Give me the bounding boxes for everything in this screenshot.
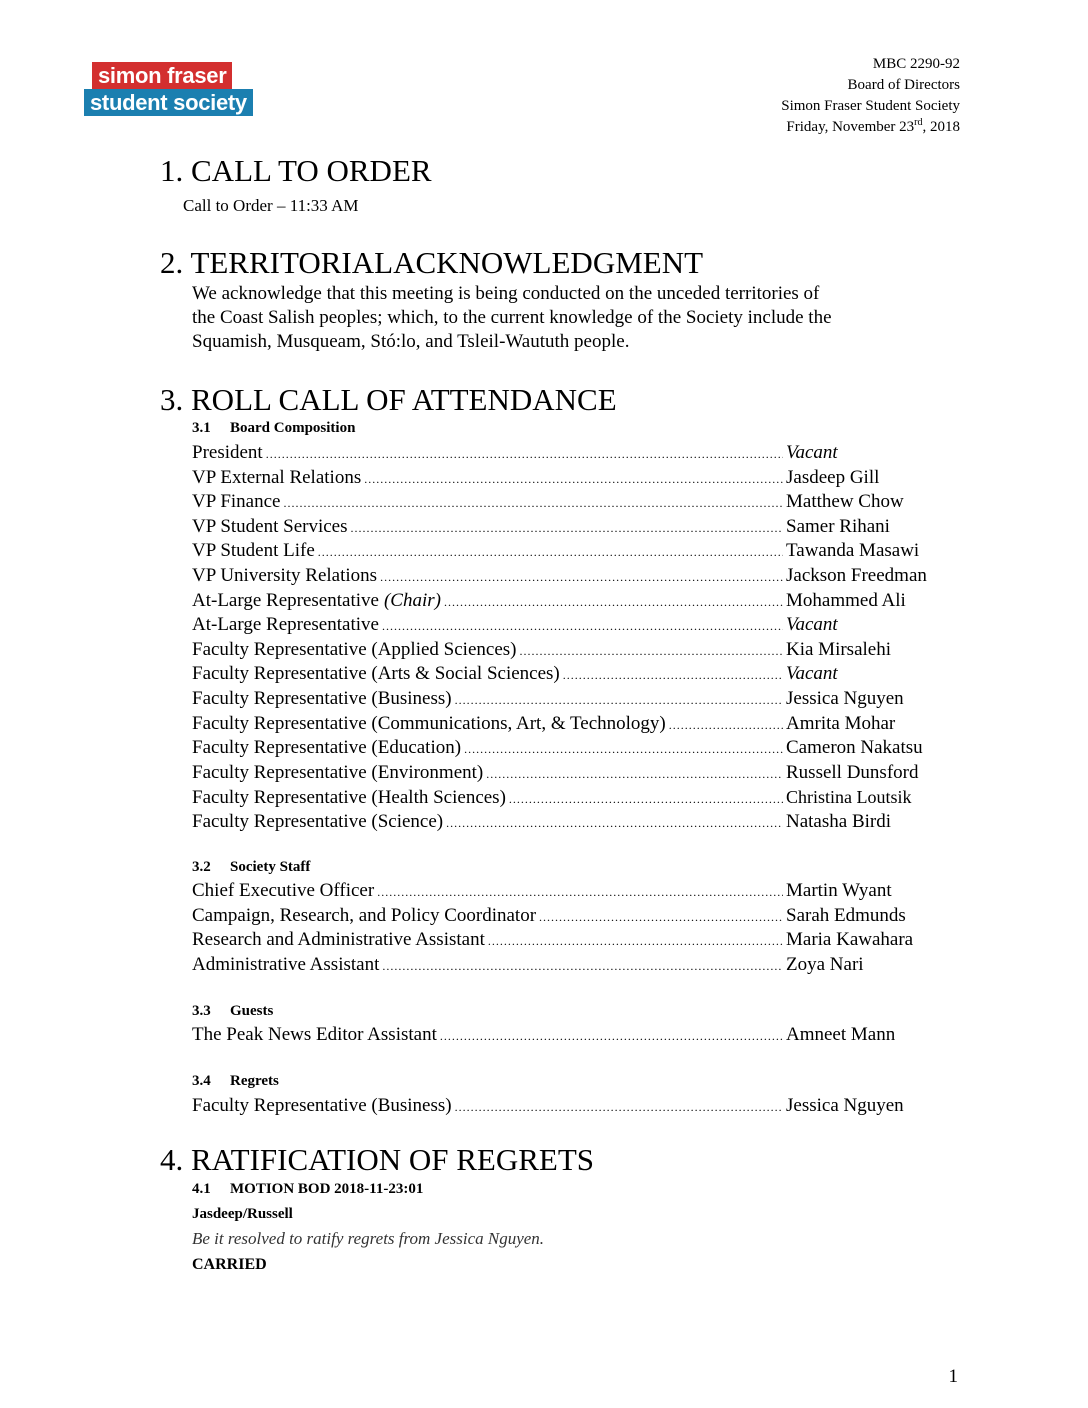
logo-line-2: student society	[84, 89, 253, 116]
attendance-role-note: (Chair)	[383, 589, 441, 611]
attendance-role: Faculty Representative (Education)	[192, 737, 462, 759]
section-4-title: 4. RATIFICATION OF REGRETS	[160, 1142, 595, 1177]
attendance-role: At-Large Representative	[192, 614, 379, 636]
attendance-name: Zoya Nari	[786, 953, 864, 975]
subsection-board-composition: 3.1 Board Composition	[192, 420, 356, 436]
attendance-row	[192, 712, 954, 737]
attendance-role: Research and Administrative Assistant	[192, 929, 485, 951]
attendance-row	[192, 613, 954, 638]
attendance-name: Samer Rihani	[786, 515, 890, 537]
logo-line-1: simon fraser	[92, 62, 232, 89]
leader-dots	[455, 688, 783, 713]
attendance-role: Faculty Representative (Applied Sciences)	[192, 638, 517, 660]
territorial-acknowledgment	[192, 282, 952, 354]
attendance-role: Faculty Representative (Environment)	[192, 761, 484, 783]
attendance-role: At-Large Representative	[192, 589, 379, 611]
attendance-name: Vacant	[786, 663, 838, 685]
leader-dots	[509, 787, 783, 812]
regrets-list	[192, 1094, 954, 1119]
attendance-row	[192, 810, 954, 835]
attendance-row	[192, 785, 954, 810]
ack-line: the Coast Salish peoples; which, to the current knowledge of the Society include the	[192, 307, 832, 328]
attendance-name: Mohammed Ali	[786, 589, 906, 611]
guests-list	[192, 1023, 954, 1048]
leader-dots	[318, 540, 783, 565]
sfss-logo	[84, 62, 264, 116]
attendance-row	[192, 928, 954, 953]
meeting-code: MBC 2290-92	[872, 56, 960, 72]
leader-dots	[266, 442, 783, 467]
attendance-row	[192, 761, 954, 786]
attendance-row	[192, 515, 954, 540]
subsection-society-staff: 3.2 Society Staff	[192, 859, 311, 875]
leader-dots	[382, 614, 783, 639]
board-composition-list	[192, 441, 954, 835]
attendance-row	[192, 736, 954, 761]
attendance-role: Administrative Assistant	[192, 953, 380, 975]
attendance-name: Jessica Nguyen	[786, 1095, 904, 1116]
attendance-row	[192, 589, 954, 614]
subsection-regrets: 3.4 Regrets	[192, 1073, 279, 1089]
attendance-name: Tawanda Masawi	[786, 540, 920, 562]
leader-dots	[351, 516, 783, 541]
society-staff-list	[192, 879, 954, 977]
attendance-name: Vacant	[786, 614, 838, 636]
ack-line: Squamish, Musqueam, Stó:lo, and Tsleil-Waututh people.	[192, 331, 630, 352]
section-2-title: 2. TERRITORIALACKNOWLEDGMENT	[160, 245, 704, 280]
attendance-role: Faculty Representative (Science)	[192, 810, 444, 832]
leader-dots	[380, 565, 783, 590]
leader-dots	[488, 929, 783, 954]
attendance-name: Russell Dunsford	[786, 761, 919, 783]
attendance-row	[192, 904, 954, 929]
attendance-row	[192, 879, 954, 904]
leader-dots	[563, 663, 783, 688]
attendance-row	[192, 466, 954, 491]
meeting-body: Board of Directors	[847, 77, 960, 93]
attendance-role: VP Student Services	[192, 515, 348, 537]
attendance-name: Natasha Birdi	[786, 810, 892, 832]
ack-line: We acknowledge that this meeting is being conducted on the unceded territories of	[192, 283, 820, 304]
attendance-name: Martin Wyant	[786, 880, 892, 901]
attendance-role: Faculty Representative (Communications, Art, & Technology)	[192, 712, 666, 734]
section-1-title: 1. CALL TO ORDER	[160, 153, 432, 188]
motion-movers: Jasdeep/Russell	[192, 1206, 293, 1222]
attendance-name: Maria Kawahara	[786, 929, 914, 951]
attendance-row	[192, 638, 954, 663]
organization-name: Simon Fraser Student Society	[781, 98, 960, 114]
leader-dots	[382, 954, 783, 979]
leader-dots	[464, 737, 783, 762]
attendance-row	[192, 441, 954, 466]
attendance-row	[192, 662, 954, 687]
subsection-guests: 3.3 Guests	[192, 1003, 274, 1019]
leader-dots	[283, 491, 783, 516]
meeting-date: Friday, November 23rd, 2018	[786, 117, 960, 135]
leader-dots	[446, 811, 783, 836]
attendance-name: Christina Loutsik	[786, 787, 912, 808]
attendance-name: Vacant	[786, 442, 838, 463]
call-to-order-text: Call to Order – 11:33 AM	[183, 196, 359, 215]
attendance-role: Faculty Representative (Business)	[192, 1095, 452, 1116]
attendance-name: Kia Mirsalehi	[786, 638, 892, 660]
attendance-role: VP Finance	[192, 491, 281, 513]
attendance-role: President	[192, 442, 263, 463]
attendance-row	[192, 1023, 954, 1048]
motion-heading: 4.1 MOTION BOD 2018-11-23:01	[192, 1181, 424, 1197]
attendance-name: Jasdeep Gill	[786, 466, 880, 488]
attendance-row	[192, 953, 954, 978]
attendance-role: Faculty Representative (Business)	[192, 687, 452, 709]
attendance-name: Jessica Nguyen	[786, 687, 904, 709]
attendance-role: VP Student Life	[192, 540, 315, 562]
section-3-title: 3. ROLL CALL OF ATTENDANCE	[160, 382, 617, 417]
attendance-row	[192, 564, 954, 589]
attendance-name: Sarah Edmunds	[786, 904, 906, 926]
leader-dots	[440, 1024, 783, 1049]
attendance-name: Jackson Freedman	[786, 564, 927, 586]
leader-dots	[455, 1095, 783, 1120]
attendance-role: Faculty Representative (Health Sciences)	[192, 787, 506, 809]
attendance-name: Amneet Mann	[786, 1024, 896, 1045]
page-number: 1	[948, 1366, 958, 1387]
attendance-name: Cameron Nakatsu	[786, 737, 923, 759]
leader-dots	[444, 590, 783, 615]
leader-dots	[364, 467, 783, 492]
leader-dots	[519, 639, 783, 664]
attendance-role: VP University Relations	[192, 564, 378, 586]
attendance-name: Matthew Chow	[786, 491, 904, 513]
attendance-role: Faculty Representative (Arts & Social Sciences)	[192, 663, 560, 685]
attendance-role: The Peak News Editor Assistant	[192, 1024, 437, 1045]
leader-dots	[377, 880, 783, 905]
document-header	[781, 54, 960, 138]
attendance-row	[192, 539, 954, 564]
motion-result: CARRIED	[192, 1256, 267, 1273]
leader-dots	[669, 713, 783, 738]
attendance-role: Chief Executive Officer	[192, 880, 375, 901]
leader-dots	[539, 905, 783, 930]
attendance-role: VP External Relations	[192, 466, 362, 488]
leader-dots	[486, 762, 783, 787]
motion-resolution: Be it resolved to ratify regrets from Jessica Nguyen.	[192, 1229, 545, 1248]
attendance-name: Amrita Mohar	[786, 712, 896, 734]
attendance-role: Campaign, Research, and Policy Coordinator	[192, 904, 537, 926]
attendance-row	[192, 687, 954, 712]
attendance-row	[192, 490, 954, 515]
attendance-row	[192, 1094, 954, 1119]
